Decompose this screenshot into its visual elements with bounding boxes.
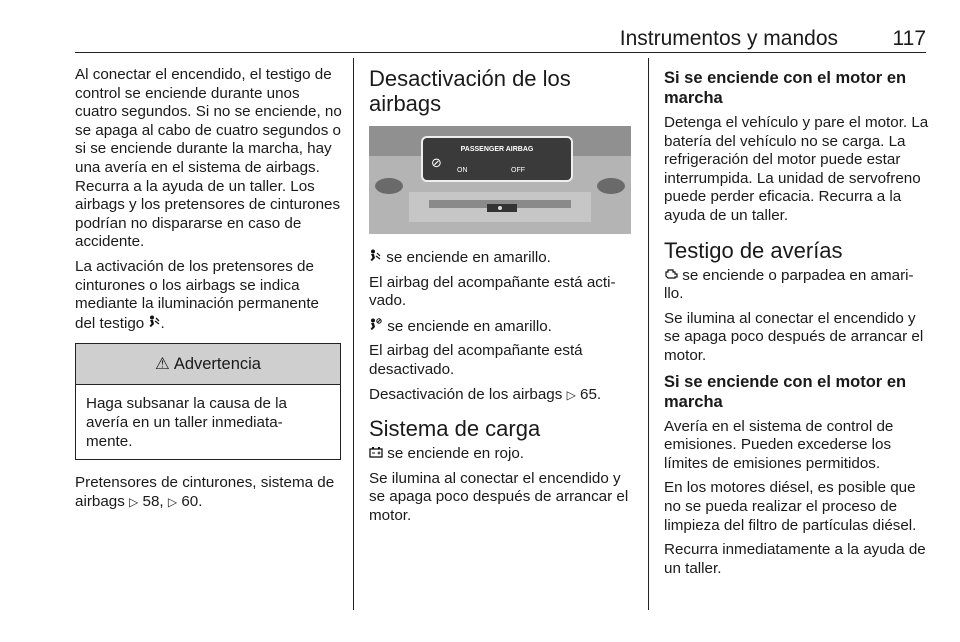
airbag-off-symbol-icon: ⊘ [431, 155, 442, 170]
paragraph-text: se enciende en amarillo. [386, 249, 551, 266]
page-reference[interactable]: 65. [580, 385, 602, 403]
page-reference-icon: ▷ [129, 494, 139, 509]
panel-off-label: OFF [511, 167, 525, 174]
paragraph: El airbag del acompañante está desactivado. [369, 342, 583, 378]
column-1 [75, 66, 343, 517]
paragraph: Detenga el vehículo y pare el motor. La batería del vehículo no se carga. La refrigeración del motor puede estar interrumpida. La unidad de servofreno puede perder eficacia. Recurra a la ayuda de un taller. [664, 114, 929, 224]
paragraph: Recurra inmediatamente a la ayuda de un taller. [664, 541, 926, 577]
paragraph-text: se enciende o parpadea en amari- llo. [664, 266, 914, 303]
warning-header [76, 344, 340, 385]
paragraph: Se ilumina al conectar el encendido y se apaga poco después de arrancar el motor. [369, 469, 629, 524]
paragraph: En los motores diésel, es posible que no se pueda realizar el proceso de limpieza del filtro de partículas diésel. [664, 479, 917, 534]
paragraph: Se ilumina al conectar el encendido y se apaga poco después de arrancar el motor. [664, 309, 924, 364]
subsection-heading: Si se enciende con el motor en marcha [664, 69, 907, 107]
warning-title: Advertencia [173, 355, 261, 374]
paragraph [369, 444, 635, 464]
paragraph-text: se enciende en rojo. [387, 445, 525, 463]
paragraph [75, 474, 343, 511]
section-heading: Testigo de averías [664, 237, 843, 263]
paragraph [369, 386, 635, 405]
airbag-panel-photo [369, 126, 631, 234]
column-divider [353, 58, 354, 610]
column-3 [664, 66, 930, 584]
panel-on-label: ON [457, 167, 468, 174]
paragraph: La activación de los pretensores de cinturones o los airbags se indica mediante la iluminación permanente del testigo . [75, 257, 319, 332]
page-reference[interactable]: 58, [142, 492, 164, 510]
paragraph [369, 248, 635, 268]
battery-icon [369, 444, 383, 463]
warning-body: Haga subsanar la causa de la avería en un taller inmediata- mente. [86, 395, 287, 450]
page-reference-icon: ▷ [167, 494, 178, 509]
page-header [75, 18, 926, 53]
subsection-heading: Si se enciende con el motor en marcha [664, 372, 907, 411]
warning-triangle-icon: ⚠ [155, 355, 170, 374]
paragraph: Avería en el sistema de control de emisiones. Pueden excederse los límites de emisiones permitidos. [664, 417, 894, 472]
airbag-on-icon [369, 248, 382, 267]
paragraph: El airbag del acompañante está acti- vado. [369, 273, 616, 310]
paragraph-text: Pretensores de cinturones, sistema de airbags [75, 474, 335, 510]
airbag-warning-icon [148, 314, 160, 333]
page-reference-icon: ▷ [566, 387, 576, 402]
column-divider [648, 58, 649, 610]
warning-box [75, 343, 341, 460]
column-2 [369, 66, 635, 532]
section-heading: Sistema de carga [369, 416, 541, 442]
airbag-off-icon [369, 317, 383, 336]
page-reference[interactable]: 60. [181, 492, 203, 510]
paragraph-text: La activación de los pretensores de cinturones o los airbags se indica mediante la iluminación permanente del testigo [75, 257, 319, 332]
page-number: 117 [892, 27, 926, 50]
paragraph-text: Desactivación de los airbags [369, 385, 563, 403]
paragraph [369, 317, 635, 337]
passenger-airbag-panel [421, 136, 573, 182]
paragraph: Al conectar el encendido, el testigo de control se enciende durante unos cuatro segundos. Si no se enciende, no se apaga al cabo de cuatro segundos o si se enciende durante la marcha, hay una avería en el sistema de airbags. Recurra a la ayuda de un taller. Los airbags y los pretensores de cinturones podrían no dispararse en caso de accidente. [75, 66, 342, 251]
paragraph-text: se enciende en amarillo. [387, 317, 552, 335]
section-heading: Desactivación de los airbags [369, 66, 571, 116]
panel-label: PASSENGER AIRBAG [460, 146, 534, 153]
engine-check-icon [664, 266, 678, 285]
chapter-title: Instrumentos y mandos [619, 27, 838, 50]
paragraph [664, 266, 930, 304]
